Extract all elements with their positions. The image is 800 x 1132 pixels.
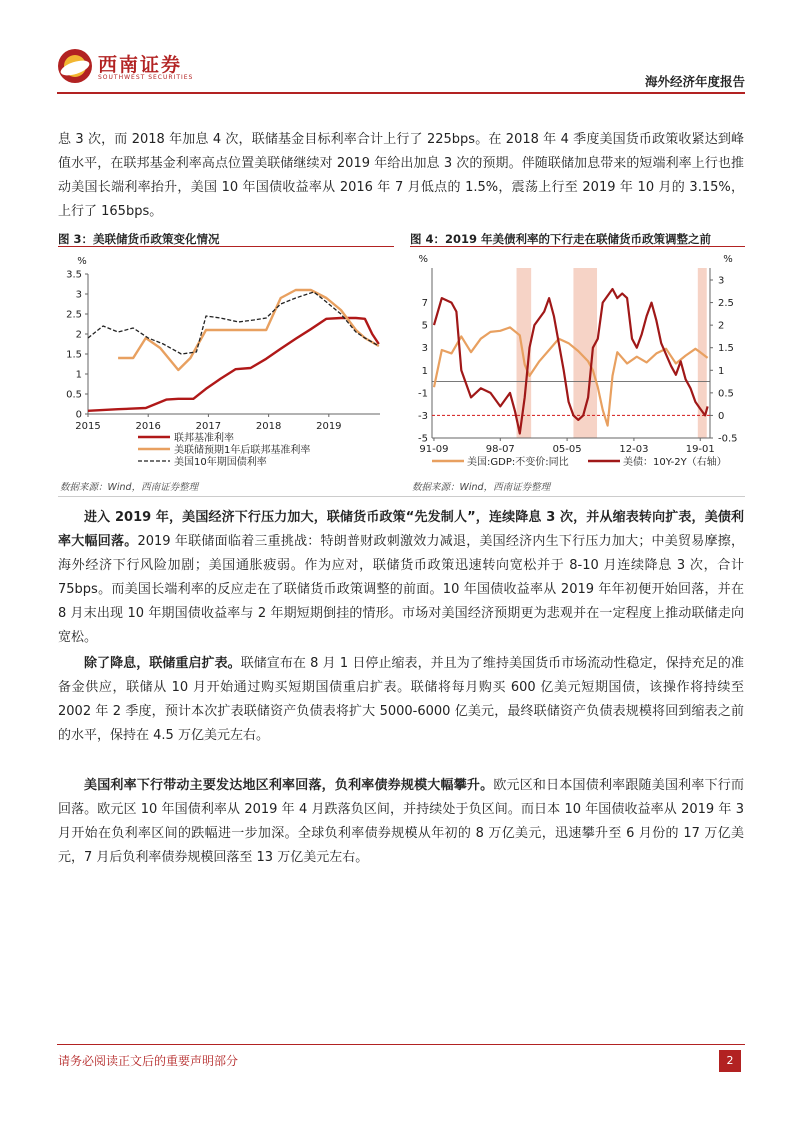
x-tick-label: 91-09 [419,444,449,455]
y-tick-label: 2.5 [66,309,82,321]
left-tick-label: -3 [418,410,428,422]
y-tick-label: 1 [75,369,82,381]
report-type: 海外经济年度报告 [644,74,745,89]
right-tick-label: 0 [718,410,725,422]
left-tick-label: 3 [421,343,428,355]
left-tick-label: -1 [418,388,428,400]
y-tick-label: 3 [75,289,82,301]
figure-4-title: 图 4：2019 年美债利率的下行走在联储货币政策调整之前 [410,232,712,246]
body-paragraph-3 [58,774,744,870]
body-paragraph-1 [58,506,744,650]
figures-bottom-rule [58,496,745,497]
figure-4-chart [410,252,745,477]
figure-3-rule [58,246,394,247]
right-tick-label: 1.5 [718,343,734,355]
company-name: 西南证券 [98,54,183,76]
body-paragraph-2 [58,652,744,748]
series-line-2 [118,290,379,370]
left-tick-label: 5 [421,320,428,332]
x-tick-label: 2015 [75,421,101,432]
figure-3-title: 图 3：美联储货币政策变化情况 [58,232,220,246]
legend-label-2: 美联储预期1年后联邦基准利率 [174,445,311,456]
y-tick-label: 0 [75,409,82,421]
figure-4-source: 数据来源：Wind，西南证券整理 [412,482,551,493]
footer-disclaimer: 请务必阅读正文后的重要声明部分 [58,1054,239,1068]
series-line-3 [88,292,379,354]
body-paragraph-3-lead: 美国利率下行带动主要发达地区利率回落，负利率债券规模大幅攀升。 [84,778,494,793]
legend-label-3: 美国10年期国债利率 [174,457,267,468]
right-tick-label: 1 [718,365,725,377]
x-tick-label: 2016 [135,421,161,432]
y-tick-label: 3.5 [66,269,82,281]
left-tick-label: -5 [418,433,428,445]
x-tick-label: 19-01 [685,444,715,455]
body-paragraph-3-text: 欧元区和日本国债利率跟随美国利率下行而回落。欧元区 10 年国债利率从 2019 年 4 月跌落负区间，并持续处于负区间。而日本 10 年国债收益率从 2019 年 3 月开始在负利率区间的跌幅进一步加深。全球负利率债券规模从年初的 8 万亿美元，迅速攀升至 6 月份的 17 万亿美元，7 月后负利率债券规模回落至 13 万亿美元左右。 [58,778,744,865]
left-tick-label: 1 [421,365,428,377]
x-tick-label: 2019 [316,421,342,432]
body-paragraph-2-text: 联储宣布在 8 月 1 日停止缩表，并且为了维持美国货币市场流动性稳定，保持充足的准备金供应，联储从 10 月开始通过购买短期国债重启扩表。联储将每月购买 600 亿美元短期国债，该操作将持续至 2002 年 2 季度，预计本次扩表联储资产负债表将扩大 5000-6000 亿美元，最终联储资产负债表规模将回到缩表之前的水平，保持在 4.5 万亿美元左右。 [58,656,744,743]
right-tick-label: -0.5 [718,433,738,445]
right-axis-unit: % [723,254,733,265]
body-paragraph-1-lead: 进入 2019 年，美国经济下行压力加大，联储货币政策“先发制人”，连续降息 3 次，并从缩表转向扩表，美债利率大幅回落。 [58,510,744,549]
page-number: 2 [719,1050,741,1072]
right-tick-label: 3 [718,275,725,287]
header-divider [57,92,745,94]
figure-4-rule [410,246,745,247]
series-line-1 [88,318,379,411]
left-axis-unit: % [418,254,428,265]
series-line-2 [434,289,708,434]
figure-3-chart [58,252,394,477]
footer-divider [57,1044,745,1045]
x-tick-label: 12-03 [619,444,649,455]
body-paragraph-1-text: 2019 年联储面临着三重挑战：特朗普财政刺激效力减退，美国经济内生下行压力加大；中美贸易摩擦，海外经济下行风险加剧；美国通胀疲弱。作为应对，联储货币政策迅速转向宽松并于 8-10 月连续降息 3 次，合计 75bps。而美国长端利率的反应走在了联储货币政策调整的前面。10 年国债收益率从 2019 年年初便开始回落，并在 8 月末出现 10 年期国债收益率与 2 年期短期倒挂的情形。市场对美国经济预期更为悲观并在一定程度上推动联储走向宽松。 [58,534,744,645]
intro-paragraph: 息 3 次，而 2018 年加息 4 次，联储基金目标利率合计上行了 225bps。在 2018 年 4 季度美国货币政策收紧达到峰值水平，在联邦基金利率高点位置美联储继续对 2019 年给出加息 3 次的预期。伴随联储加息带来的短端利率上行也推动美国长端利率抬升，美国 10 年国债收益率从 2016 年 7 月低点的 1.5%，震荡上行至 2019 年 10 月的 3.15%，上行了 165bps。 [58,132,744,219]
x-tick-label: 2018 [255,421,282,432]
body-paragraph-2-lead: 除了降息，联储重启扩表。 [84,656,241,671]
company-name-en: SOUTHWEST SECURITIES [98,74,194,81]
right-tick-label: 2 [718,320,725,332]
x-tick-label: 05-05 [552,444,582,455]
x-tick-label: 98-07 [485,444,515,455]
figure-3-source: 数据来源：Wind，西南证券整理 [60,482,199,493]
y-tick-label: 0.5 [66,389,82,401]
legend-label-1: 美国:GDP:不变价:同比 [467,457,569,468]
left-tick-label: 7 [421,298,428,310]
right-tick-label: 2.5 [718,298,734,310]
legend-label-1: 联邦基准利率 [174,433,234,444]
legend-label-2: 美债：10Y-2Y（右轴） [623,457,727,468]
x-tick-label: 2017 [195,421,222,432]
y-tick-label: 1.5 [66,349,82,361]
right-tick-label: 0.5 [718,388,734,400]
y-tick-label: 2 [75,329,82,341]
y-axis-unit: % [77,256,87,267]
